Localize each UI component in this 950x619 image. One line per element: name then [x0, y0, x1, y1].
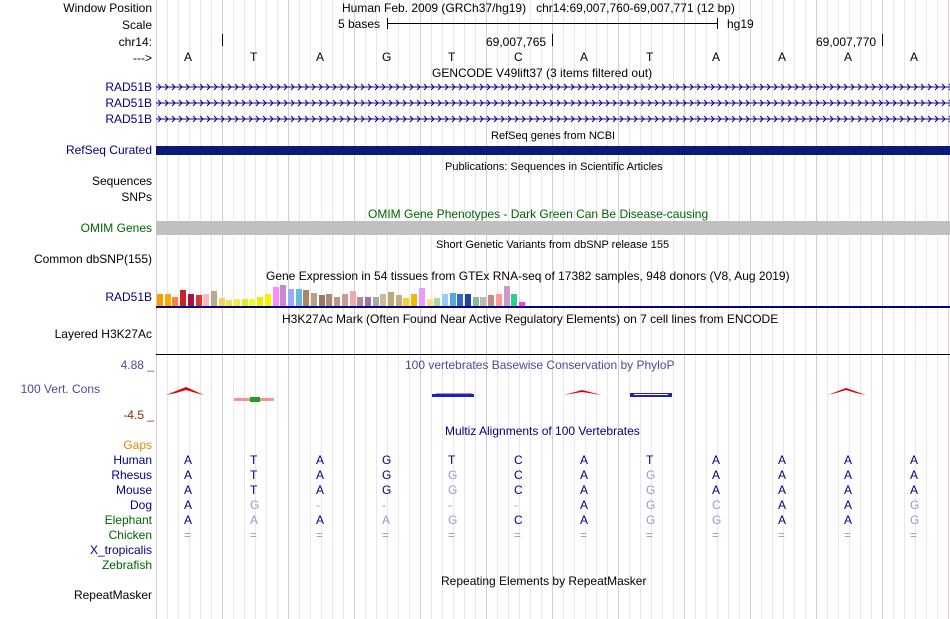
grid-line-minor [332, 0, 333, 619]
multiz-base: A [580, 513, 589, 527]
grid-line-minor [266, 0, 267, 619]
multiz-base: A [910, 468, 919, 482]
phylop-dip-3 [432, 393, 474, 397]
multiz-base: A [778, 513, 787, 527]
grid-line-major [684, 0, 685, 619]
grid-line-minor [200, 0, 201, 619]
multiz-base: G [250, 498, 260, 512]
grid-line-minor [233, 0, 234, 619]
gencode-label-3[interactable]: RAD51B [105, 112, 152, 126]
gtex-tissue-bar[interactable] [365, 297, 371, 306]
grid-line-minor [827, 0, 828, 619]
gtex-tissue-bar[interactable] [427, 299, 433, 306]
multiz-base: A [382, 513, 391, 527]
grid-line-major [750, 0, 751, 619]
multiz-base: = [910, 528, 918, 542]
grid-line-minor [398, 0, 399, 619]
multiz-base: = [646, 528, 654, 542]
gencode-transcript-2[interactable] [156, 99, 950, 107]
multiz-base: C [514, 483, 523, 497]
grid-line-minor [167, 0, 168, 619]
grid-line-minor [508, 0, 509, 619]
gtex-baseline [156, 306, 950, 308]
gtex-tissue-bar[interactable] [334, 297, 340, 306]
gtex-tissue-bar[interactable] [442, 294, 448, 306]
base-letter: T [646, 50, 654, 64]
base-letter: A [580, 50, 589, 64]
multiz-base: = [844, 528, 852, 542]
gtex-tissue-bar[interactable] [172, 297, 178, 306]
phylop-dip-5 [630, 393, 672, 397]
multiz-base: = [316, 528, 324, 542]
multiz-base: = [382, 528, 390, 542]
multiz-base: A [250, 513, 259, 527]
multiz-base: A [712, 453, 721, 467]
grid-line-minor [343, 0, 344, 619]
gtex-tissue-bar[interactable] [165, 294, 171, 306]
base-letter: A [910, 50, 919, 64]
multiz-base: A [844, 498, 853, 512]
multiz-base: T [448, 453, 456, 467]
refseq-track-title: RefSeq genes from NCBI [491, 130, 616, 142]
grid-line-minor [838, 0, 839, 619]
multiz-base: A [778, 483, 787, 497]
grid-line-major [948, 0, 949, 619]
grid-line-minor [695, 0, 696, 619]
grid-line-minor [640, 0, 641, 619]
gtex-tissue-bar[interactable] [242, 299, 248, 306]
grid-line-major [156, 0, 157, 619]
multiz-base: = [580, 528, 588, 542]
gtex-tissue-bar[interactable] [319, 295, 325, 306]
gtex-tissue-bar[interactable] [219, 298, 225, 306]
multiz-species-label[interactable]: Dog [129, 498, 152, 512]
grid-line-minor [277, 0, 278, 619]
multiz-base: C [712, 498, 721, 512]
grid-line-major [354, 0, 355, 619]
gencode-track-title: GENCODE V49lift37 (3 items filtered out) [432, 66, 653, 80]
multiz-base: A [316, 468, 325, 482]
assembly-position-text: Human Feb. 2009 (GRCh37/hg19) chr14:69,007,760-69,007,771 (12 bp) [342, 1, 735, 15]
multiz-species-label[interactable]: Rhesus [111, 468, 152, 482]
grid-line-minor [860, 0, 861, 619]
multiz-species-label[interactable]: X_tropicalis [89, 543, 152, 557]
phylop-max-label: 4.88 _ [120, 358, 154, 372]
gtex-tissue-bar[interactable] [419, 288, 425, 306]
multiz-base: = [712, 528, 720, 542]
gtex-tissue-bar[interactable] [211, 291, 217, 306]
grid-line-minor [662, 0, 663, 619]
multiz-base: G [448, 513, 458, 527]
gencode-transcript-3[interactable] [156, 115, 950, 123]
multiz-base: A [580, 483, 589, 497]
refseq-label[interactable]: RefSeq Curated [65, 143, 152, 157]
gtex-tissue-bar[interactable] [373, 297, 379, 306]
gtex-tissue-bar[interactable] [288, 289, 294, 306]
grid-line-minor [893, 0, 894, 619]
gtex-tissue-bar[interactable] [257, 297, 263, 306]
gtex-tissue-bar[interactable] [450, 293, 456, 306]
multiz-base: A [316, 453, 325, 467]
phylop-peak-6 [828, 388, 866, 395]
gtex-tissue-bar[interactable] [504, 286, 510, 306]
gencode-label-2[interactable]: RAD51B [105, 96, 152, 110]
gtex-tissue-bar[interactable] [311, 293, 317, 306]
grid-line-minor [761, 0, 762, 619]
gtex-tissue-bar[interactable] [342, 294, 348, 306]
grid-line-minor [365, 0, 366, 619]
gtex-tissue-bar[interactable] [473, 297, 479, 306]
repeatmasker-track-title: Repeating Elements by RepeatMasker [441, 574, 647, 588]
multiz-base: A [778, 468, 787, 482]
grid-line-major [288, 0, 289, 619]
grid-line-minor [706, 0, 707, 619]
gtex-tissue-bar[interactable] [265, 294, 271, 306]
grid-line-minor [794, 0, 795, 619]
multiz-base: A [184, 498, 193, 512]
scale-bar-left-tick [387, 18, 388, 29]
grid-line-minor [431, 0, 432, 619]
omim-track-title: OMIM Gene Phenotypes - Dark Green Can Be Disease-causing [368, 207, 709, 221]
multiz-base: A [184, 453, 193, 467]
phylop-label[interactable]: 100 Vert. Cons [20, 382, 100, 396]
grid-line-minor [211, 0, 212, 619]
multiz-base: A [712, 483, 721, 497]
ruler-tick-2 [882, 34, 883, 46]
base-letter: A [778, 50, 787, 64]
gtex-tissue-bar[interactable] [350, 291, 356, 306]
grid-line-minor [937, 0, 938, 619]
phylop-peak-4 [564, 390, 602, 395]
multiz-base: G [382, 483, 392, 497]
window-position-label: Window Position [63, 1, 152, 15]
multiz-base: G [910, 498, 920, 512]
gtex-tissue-bar[interactable] [496, 294, 502, 306]
grid-line-minor [596, 0, 597, 619]
gtex-tissue-bar[interactable] [249, 299, 255, 306]
multiz-base: - [316, 498, 320, 512]
repeatmasker-label[interactable]: RepeatMasker [73, 588, 152, 602]
gtex-tissue-bar[interactable] [326, 294, 332, 306]
multiz-base: A [580, 468, 589, 482]
dbsnp-label[interactable]: Common dbSNP(155) [33, 252, 152, 266]
grid-line-minor [926, 0, 927, 619]
multiz-base: A [580, 498, 589, 512]
base-letter: G [382, 50, 392, 64]
gtex-tissue-bar[interactable] [396, 295, 402, 306]
grid-line-minor [464, 0, 465, 619]
multiz-base: T [250, 453, 258, 467]
base-letter: A [712, 50, 721, 64]
grid-line-major [486, 0, 487, 619]
omim-label[interactable]: OMIM Genes [80, 221, 152, 235]
scale-label: Scale [121, 18, 152, 32]
scale-bar [387, 23, 717, 24]
gtex-tissue-bar[interactable] [157, 294, 163, 306]
base-letter: T [250, 50, 258, 64]
multiz-base: - [514, 498, 518, 512]
multiz-base: - [448, 498, 452, 512]
gtex-tissue-bar[interactable] [196, 295, 202, 306]
multiz-base: A [316, 513, 325, 527]
publications-track-title: Publications: Sequences in Scientific Articles [445, 161, 663, 173]
multiz-base: G [910, 513, 920, 527]
multiz-base: C [514, 468, 523, 482]
gtex-tissue-bar[interactable] [357, 297, 363, 306]
phylop-wiggle[interactable] [156, 380, 950, 410]
grid-line-major [882, 0, 883, 619]
multiz-species-label[interactable]: Zebrafish [101, 558, 152, 572]
grid-line-major [618, 0, 619, 619]
ruler-tick-start [222, 34, 223, 46]
multiz-base: = [514, 528, 522, 542]
gtex-tissue-bar[interactable] [273, 287, 279, 306]
multiz-base: C [514, 513, 523, 527]
grid-line-minor [442, 0, 443, 619]
gtex-tissue-bar[interactable] [388, 292, 394, 306]
multiz-base: = [778, 528, 786, 542]
phylop-min-label: -4.5 _ [123, 408, 154, 422]
multiz-base: = [448, 528, 456, 542]
ruler-position-2: 69,007,770 [816, 35, 877, 49]
gtex-tissue-bar[interactable] [403, 298, 409, 306]
ruler-tick-1 [552, 34, 553, 46]
gtex-tissue-bar[interactable] [234, 299, 240, 306]
grid-line-minor [574, 0, 575, 619]
h3k27ac-track-title: H3K27Ac Mark (Often Found Near Active Regulatory Elements) on 7 cell lines from ENCODE [282, 312, 779, 326]
base-letter: T [448, 50, 456, 64]
grid-line-minor [739, 0, 740, 619]
multiz-base: A [910, 453, 919, 467]
gtex-tissue-bar[interactable] [511, 294, 517, 306]
grid-line-minor [871, 0, 872, 619]
grid-line-minor [497, 0, 498, 619]
gtex-tissue-bar[interactable] [488, 295, 494, 306]
multiz-base: G [646, 483, 656, 497]
grid-line-major [222, 0, 223, 619]
multiz-base: G [646, 513, 656, 527]
grid-line-minor [629, 0, 630, 619]
strand-label: ---> [133, 51, 152, 65]
multiz-track-title: Multiz Alignments of 100 Vertebrates [445, 424, 640, 438]
phylop-track-title: 100 vertebrates Basewise Conservation by PhyloP [405, 358, 675, 372]
publications-snps-label[interactable]: SNPs [121, 190, 152, 204]
multiz-base: A [844, 483, 853, 497]
base-letter: C [514, 50, 523, 64]
multiz-base: G [646, 498, 656, 512]
multiz-base: A [712, 468, 721, 482]
scale-db-text: hg19 [727, 17, 754, 31]
ruler-position-1: 69,007,765 [486, 35, 547, 49]
base-letter: A [184, 50, 193, 64]
grid-line-minor [299, 0, 300, 619]
gtex-tissue-bar[interactable] [203, 294, 209, 306]
multiz-base: G [448, 483, 458, 497]
gtex-track-title: Gene Expression in 54 tissues from GTEx RNA-seq of 17382 samples, 948 donors (V8, Aug 2019) [266, 269, 790, 283]
h3k27ac-baseline [156, 354, 950, 355]
multiz-base: T [646, 453, 654, 467]
grid-line-minor [530, 0, 531, 619]
multiz-base: G [646, 468, 656, 482]
h3k27ac-label[interactable]: Layered H3K27Ac [54, 327, 152, 341]
gtex-tissue-bar[interactable] [188, 294, 194, 306]
grid-line-minor [728, 0, 729, 619]
scale-text: 5 bases [338, 17, 381, 31]
refseq-gene-bar[interactable] [156, 146, 950, 155]
multiz-species-label[interactable]: Human [113, 453, 152, 467]
publications-sequences-label[interactable]: Sequences [91, 174, 152, 188]
grid-line-major [552, 0, 553, 619]
multiz-base: A [778, 498, 787, 512]
multiz-base: = [184, 528, 192, 542]
multiz-base: G [448, 468, 458, 482]
scale-bar-right-tick [717, 18, 718, 29]
gtex-tissue-bar[interactable] [280, 285, 286, 306]
gtex-label[interactable]: RAD51B [105, 290, 152, 304]
phylop-mark-2 [234, 397, 274, 402]
grid-line-minor [409, 0, 410, 619]
chrom-label: chr14: [118, 35, 152, 49]
dbsnp-track-title: Short Genetic Variants from dbSNP release 155 [436, 239, 670, 251]
grid-line-minor [178, 0, 179, 619]
grid-line-minor [563, 0, 564, 619]
multiz-base: - [382, 498, 386, 512]
base-letter: A [844, 50, 853, 64]
multiz-base: A [844, 453, 853, 467]
multiz-base: A [844, 513, 853, 527]
grid-line-major [420, 0, 421, 619]
multiz-species-label[interactable]: Chicken [108, 528, 152, 542]
grid-line-major [816, 0, 817, 619]
grid-line-minor [607, 0, 608, 619]
grid-line-minor [310, 0, 311, 619]
grid-line-minor [541, 0, 542, 619]
phylop-peak-1 [166, 387, 204, 395]
gtex-tissue-bar[interactable] [434, 298, 440, 306]
multiz-base: G [382, 468, 392, 482]
grid-line-minor [376, 0, 377, 619]
gtex-tissue-bar[interactable] [465, 294, 471, 306]
grid-line-minor [673, 0, 674, 619]
multiz-base: A [316, 483, 325, 497]
multiz-base: T [250, 483, 258, 497]
gtex-tissue-bar[interactable] [380, 294, 386, 306]
multiz-species-label[interactable]: Mouse [115, 483, 152, 497]
gencode-label-1[interactable]: RAD51B [105, 80, 152, 94]
multiz-base: A [778, 453, 787, 467]
gtex-tissue-bar[interactable] [303, 290, 309, 306]
grid-line-minor [772, 0, 773, 619]
multiz-base: A [184, 468, 193, 482]
multiz-base: = [250, 528, 258, 542]
grid-line-minor [475, 0, 476, 619]
multiz-base: A [910, 483, 919, 497]
gtex-tissue-bar[interactable] [411, 294, 417, 306]
gtex-tissue-bar[interactable] [457, 294, 463, 306]
multiz-base: A [580, 453, 589, 467]
multiz-species-label[interactable]: Elephant [104, 513, 152, 527]
multiz-base: A [184, 483, 193, 497]
grid-line-minor [805, 0, 806, 619]
multiz-base: A [184, 513, 193, 527]
omim-feature-bar[interactable] [156, 221, 950, 235]
gtex-tissue-bar[interactable] [296, 289, 302, 306]
gencode-transcript-1[interactable] [156, 83, 950, 91]
multiz-base: A [844, 468, 853, 482]
grid-line-minor [904, 0, 905, 619]
multiz-base: G [382, 453, 392, 467]
multiz-base: C [514, 453, 523, 467]
gtex-tissue-bar[interactable] [180, 290, 186, 306]
multiz-base: G [712, 513, 722, 527]
grid-line-minor [244, 0, 245, 619]
multiz-gaps-label[interactable]: Gaps [123, 438, 152, 452]
base-letter: A [316, 50, 325, 64]
multiz-base: T [250, 468, 258, 482]
gtex-tissue-bar[interactable] [480, 297, 486, 306]
